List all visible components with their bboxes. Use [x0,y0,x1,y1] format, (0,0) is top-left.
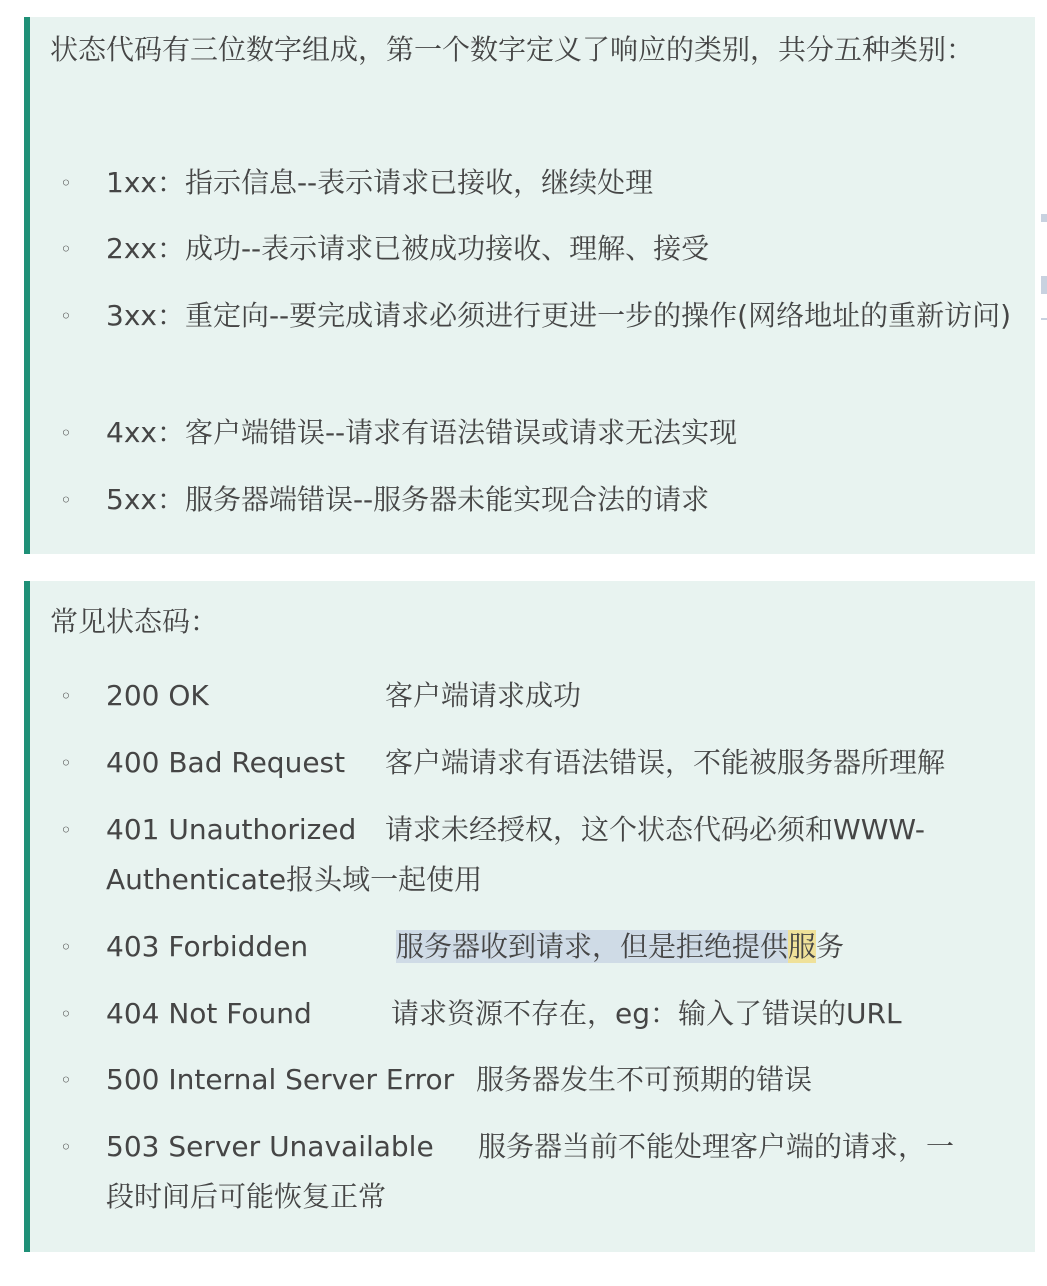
status-desc: 服务器发生不可预期的错误 [476,1063,813,1096]
common-status-panel [24,581,1035,1252]
status-desc-continued: 段时间后可能恢复正常 [106,1180,387,1213]
status-desc: 服务器当前不能处理客户端的请求，一 [478,1130,955,1163]
selected-text: 服务器收到请求，但是拒绝提供 [396,930,789,963]
bullet-icon: ◦ [60,237,72,261]
status-code: 403 Forbidden [106,930,309,963]
list-item-text: 4xx：客户端错误--请求有语法错误或请求无法实现 [106,416,738,449]
list-item-text: 2xx：成功--表示请求已被成功接收、理解、接受 [106,232,710,265]
bullet-icon: ◦ [60,751,72,775]
bullet-icon: ◦ [60,935,72,959]
common-status-heading: 常见状态码： [50,605,219,638]
edge-divider [1041,276,1047,294]
bullet-icon: ◦ [60,1068,72,1092]
status-code: 400 Bad Request [106,746,346,779]
highlighted-char: 服 [788,930,817,963]
list-item-text: 5xx：服务器端错误--服务器未能实现合法的请求 [106,483,710,516]
bullet-icon: ◦ [60,304,72,328]
bullet-icon: ◦ [60,1135,72,1159]
status-code: 500 Internal Server Error [106,1063,455,1096]
list-item-text: 1xx：指示信息--表示请求已接收，继续处理 [106,166,654,199]
edge-divider [1041,318,1047,320]
status-code: 503 Server Unavailable [106,1130,434,1163]
status-code: 200 OK [106,679,209,712]
bullet-icon: ◦ [60,488,72,512]
bullet-icon: ◦ [60,684,72,708]
status-desc: 客户端请求有语法错误，不能被服务器所理解 [385,746,946,779]
status-desc [396,922,844,972]
trailing-char: 务 [816,930,845,963]
status-class-heading: 状态代码有三位数字组成，第一个数字定义了响应的类别，共分五种类别： [50,33,975,66]
bullet-icon: ◦ [60,1002,72,1026]
status-desc: 请求资源不存在，eg：输入了错误的URL [391,997,902,1030]
status-desc-continued: Authenticate报头域一起使用 [106,863,483,896]
status-class-panel [24,17,1035,554]
bullet-icon: ◦ [60,171,72,195]
status-code: 404 Not Found [106,997,312,1030]
status-desc: 客户端请求成功 [385,679,582,712]
bullet-icon: ◦ [60,421,72,445]
status-desc: 请求未经授权，这个状态代码必须和WWW- [385,813,926,846]
list-item-text: 3xx：重定向--要完成请求必须进行更进一步的操作(网络地址的重新访问) [106,299,1012,332]
edge-divider [1041,214,1047,222]
status-code: 401 Unauthorized [106,813,357,846]
bullet-icon: ◦ [60,818,72,842]
